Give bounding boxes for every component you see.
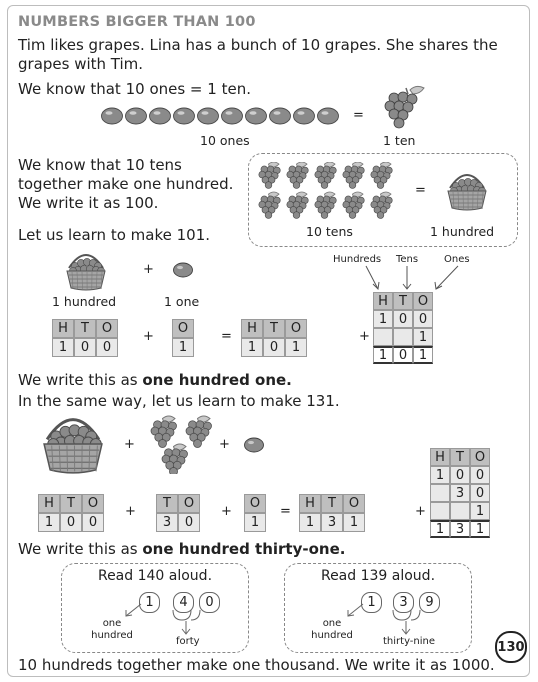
grid-digit: 0 bbox=[82, 513, 104, 532]
intro-text: Tim likes grapes. Lina has a bunch of 10 grapes. She shares the grapes with Tim. bbox=[18, 36, 498, 73]
grid-header: O bbox=[413, 292, 433, 310]
grid-digit bbox=[450, 502, 470, 520]
single-grape-icon bbox=[198, 108, 219, 124]
one-caption: 1 one bbox=[164, 294, 200, 309]
one-hundred-label: 1 hundred bbox=[430, 224, 495, 239]
tens-line-2: together make one hundred. bbox=[18, 175, 234, 193]
digit-bubble: 3 bbox=[393, 592, 414, 613]
single-grape-icon bbox=[172, 261, 194, 279]
result-digit: 1 bbox=[373, 346, 393, 364]
grape-basket-icon bbox=[63, 248, 109, 294]
grid-digit: 1 bbox=[373, 310, 393, 328]
hto-grid-131 bbox=[299, 494, 365, 532]
plus-sign: + bbox=[124, 437, 135, 452]
grid-header: H bbox=[373, 292, 393, 310]
tens-arrow-label: Tens bbox=[396, 254, 419, 265]
grid-digit bbox=[393, 328, 413, 346]
grape-basket-icon bbox=[444, 168, 490, 214]
plus-sign: + bbox=[219, 437, 230, 452]
grid-header: O bbox=[96, 319, 118, 338]
tens-line-3: We write it as 100. bbox=[18, 194, 159, 212]
grid-digit: 0 bbox=[470, 466, 490, 484]
plus-sign: + bbox=[359, 329, 370, 344]
written-bold: one hundred one. bbox=[142, 371, 292, 389]
grid-header: O bbox=[343, 494, 365, 513]
grid-header: O bbox=[285, 319, 307, 338]
grid-digit: 1 bbox=[285, 338, 307, 357]
grid-digit: 0 bbox=[60, 513, 82, 532]
grid-digit: 1 bbox=[413, 328, 433, 346]
read-140-box bbox=[61, 563, 249, 653]
single-grape-icon bbox=[126, 108, 147, 124]
digit-bubble: 4 bbox=[173, 592, 194, 613]
grid-digit: 0 bbox=[470, 484, 490, 502]
result-digit: 1 bbox=[413, 346, 433, 364]
ten-tens-label: 10 tens bbox=[306, 224, 353, 239]
grid-digit bbox=[373, 328, 393, 346]
grid-digit bbox=[430, 484, 450, 502]
grid-digit: 1 bbox=[470, 502, 490, 520]
grid-header: H bbox=[38, 494, 60, 513]
grid-header: T bbox=[393, 292, 413, 310]
single-grape-icon bbox=[318, 108, 339, 124]
grid-header: O bbox=[244, 494, 266, 513]
equals-sign: = bbox=[280, 504, 291, 519]
grid-digit: 3 bbox=[156, 513, 178, 532]
grape-bunch-icon bbox=[371, 192, 392, 218]
single-grape-icon bbox=[102, 108, 123, 124]
single-grape-icon bbox=[150, 108, 171, 124]
tens-word: forty bbox=[176, 636, 200, 647]
grid-digit: 0 bbox=[178, 513, 200, 532]
grape-bunch-icon bbox=[343, 192, 364, 218]
o-grid-1 bbox=[244, 494, 266, 532]
hto-grid-101 bbox=[241, 319, 307, 357]
result-digit: 1 bbox=[430, 520, 450, 538]
single-grape-icon bbox=[222, 108, 243, 124]
grape-bunch-icon bbox=[343, 162, 364, 188]
written-prefix: We write this as bbox=[18, 371, 143, 389]
read-139-title: Read 139 aloud. bbox=[320, 568, 436, 584]
grid-digit bbox=[430, 502, 450, 520]
plus-sign: + bbox=[221, 504, 232, 519]
grid-digit: 1 bbox=[343, 513, 365, 532]
grape-bunch-icon bbox=[259, 162, 280, 188]
grape-bunch-icon bbox=[315, 162, 336, 188]
make-131-sentence: In the same way, let us learn to make 131. bbox=[18, 392, 340, 410]
grid-digit: 1 bbox=[172, 338, 194, 357]
hundred-word: one hundred bbox=[91, 618, 133, 641]
equals-sign: = bbox=[221, 329, 232, 344]
result-digit: 0 bbox=[393, 346, 413, 364]
hundred-word: one hundred bbox=[311, 618, 353, 641]
grid-header: H bbox=[241, 319, 263, 338]
grid-header: T bbox=[74, 319, 96, 338]
grape-bunch-icon bbox=[315, 192, 336, 218]
result-digit: 3 bbox=[450, 520, 470, 538]
grid-header: O bbox=[470, 448, 490, 466]
grid-digit: 0 bbox=[450, 466, 470, 484]
equals-sign: = bbox=[353, 108, 364, 123]
plus-sign: + bbox=[125, 504, 136, 519]
grid-digit: 0 bbox=[74, 338, 96, 357]
written-131 bbox=[18, 540, 345, 559]
grid-header: O bbox=[178, 494, 200, 513]
hundred-caption: 1 hundred bbox=[52, 294, 117, 309]
grape-bunch-icon bbox=[287, 192, 308, 218]
ten-ones-grapes bbox=[100, 103, 350, 129]
grape-basket-icon bbox=[38, 409, 108, 479]
grape-bunch-icon bbox=[371, 162, 392, 188]
grid-header: T bbox=[263, 319, 285, 338]
grid-digit: 3 bbox=[321, 513, 343, 532]
grape-bunch-icon bbox=[380, 82, 432, 134]
single-grape-icon bbox=[246, 108, 267, 124]
grid-digit: 1 bbox=[241, 338, 263, 357]
single-grape-icon bbox=[243, 436, 265, 454]
grape-bunch-icon bbox=[151, 416, 177, 448]
grid-digit: 1 bbox=[244, 513, 266, 532]
plus-sign: + bbox=[143, 262, 154, 277]
equals-sign: = bbox=[415, 183, 426, 198]
hto-grid-100 bbox=[52, 319, 118, 357]
grape-bunch-icon bbox=[287, 162, 308, 188]
grid-digit: 1 bbox=[299, 513, 321, 532]
grid-digit: 1 bbox=[38, 513, 60, 532]
written-101 bbox=[18, 371, 292, 390]
ones-sentence: We know that 10 ones = 1 ten. bbox=[18, 80, 251, 98]
ten-tens-grapes bbox=[258, 162, 398, 220]
digit-bubble: 0 bbox=[199, 592, 220, 613]
page-number: 130 bbox=[495, 631, 527, 663]
read-139-box bbox=[284, 563, 472, 653]
place-value-arrows bbox=[360, 264, 470, 292]
o-grid-1 bbox=[172, 319, 194, 357]
read-arrows bbox=[62, 564, 248, 652]
grid-digit: 0 bbox=[96, 338, 118, 357]
digit-bubble: 1 bbox=[361, 592, 382, 613]
to-grid-30 bbox=[156, 494, 200, 532]
ten-ones-label: 10 ones bbox=[200, 133, 250, 148]
grape-bunch-icon bbox=[162, 444, 188, 474]
ones-arrow-label: Ones bbox=[444, 254, 470, 265]
grid-digit: 0 bbox=[413, 310, 433, 328]
one-ten-label: 1 ten bbox=[383, 133, 416, 148]
vertical-addition-101 bbox=[373, 292, 433, 364]
read-140-title: Read 140 aloud. bbox=[97, 568, 213, 584]
digit-bubble: 1 bbox=[139, 592, 160, 613]
grid-header: T bbox=[60, 494, 82, 513]
tens-word: thirty-nine bbox=[383, 636, 436, 647]
grid-header: H bbox=[430, 448, 450, 466]
make-101-sentence: Let us learn to make 101. bbox=[18, 226, 211, 244]
hto-grid-100 bbox=[38, 494, 104, 532]
footer-text: 10 hundreds together make one thousand. We write it as 1000. bbox=[18, 656, 495, 674]
grid-header: H bbox=[52, 319, 74, 338]
single-grape-icon bbox=[174, 108, 195, 124]
grape-bunch-icon bbox=[259, 192, 280, 218]
grid-header: O bbox=[82, 494, 104, 513]
grid-digit: 1 bbox=[430, 466, 450, 484]
grid-header: T bbox=[450, 448, 470, 466]
grid-digit: 3 bbox=[450, 484, 470, 502]
tens-line-1: We know that 10 tens bbox=[18, 156, 182, 174]
three-tens-grapes bbox=[147, 414, 217, 474]
plus-sign: + bbox=[143, 329, 154, 344]
grid-digit: 1 bbox=[52, 338, 74, 357]
page-title: NUMBERS BIGGER THAN 100 bbox=[18, 14, 256, 30]
plus-sign: + bbox=[415, 504, 426, 519]
grid-header: T bbox=[321, 494, 343, 513]
written-prefix: We write this as bbox=[18, 540, 143, 558]
result-digit: 1 bbox=[470, 520, 490, 538]
written-bold: one hundred thirty-one. bbox=[142, 540, 346, 558]
grid-digit: 0 bbox=[263, 338, 285, 357]
digit-bubble: 9 bbox=[419, 592, 440, 613]
single-grape-icon bbox=[270, 108, 291, 124]
grape-bunch-icon bbox=[186, 416, 212, 448]
grid-header: H bbox=[299, 494, 321, 513]
vertical-addition-131 bbox=[430, 448, 490, 538]
single-grape-icon bbox=[294, 108, 315, 124]
grid-digit: 0 bbox=[393, 310, 413, 328]
hundreds-arrow-label: Hundreds bbox=[333, 254, 382, 265]
grid-header: O bbox=[172, 319, 194, 338]
grid-header: T bbox=[156, 494, 178, 513]
